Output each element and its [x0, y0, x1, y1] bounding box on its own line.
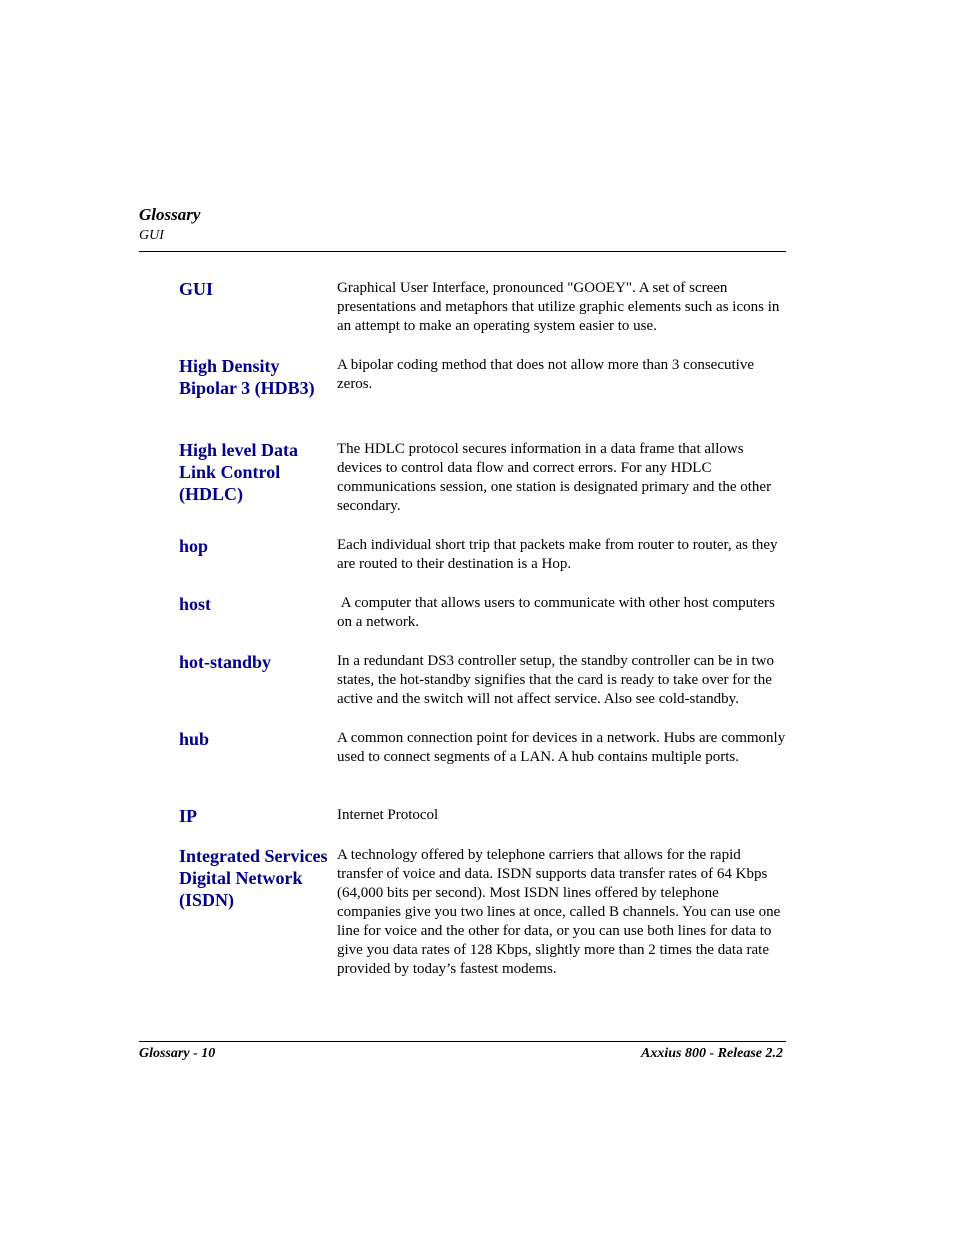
document-title: Axxius 800 - Release 2.2	[641, 1046, 783, 1061]
glossary-entry	[179, 805, 786, 845]
glossary-term: host	[179, 594, 212, 614]
glossary-definition: Each individual short trip that packets make from router to router, as they are routed to their destination is a Hop.	[337, 537, 778, 572]
glossary-term: hub	[179, 729, 210, 749]
glossary-definition: The HDLC protocol secures information in a data frame that allows devices to control data flow and correct errors. For any HDLC communications session, one station is designated primary and the other secondary.	[337, 441, 772, 514]
page-header	[139, 205, 786, 245]
glossary-entry	[179, 651, 786, 728]
glossary-entries	[179, 278, 786, 1005]
glossary-entry	[179, 728, 786, 805]
glossary-term: Integrated Services Digital Network (ISDN)	[179, 846, 328, 910]
glossary-term: GUI	[179, 279, 214, 299]
glossary-definition: Graphical User Interface, pronounced "GOOEY". A set of screen presentations and metaphors that utilize graphic elements such as icons in an attempt to make an operating system easier to use.	[337, 280, 780, 334]
glossary-entry	[179, 845, 786, 1005]
glossary-term: hop	[179, 536, 209, 556]
glossary-entry	[179, 593, 786, 651]
section-title: Glossary	[139, 205, 201, 224]
glossary-definition: A common connection point for devices in a network. Hubs are commonly used to connect segments of a LAN. A hub contains multiple ports.	[337, 730, 786, 765]
glossary-entry	[179, 535, 786, 593]
page-footer	[139, 1045, 783, 1063]
glossary-definition: A computer that allows users to communicate with other host computers on a network.	[337, 595, 779, 630]
glossary-definition: In a redundant DS3 controller setup, the standby controller can be in two states, the hot-standby signifies that the card is ready to take over for the active and the switch will not affect service. Also see cold-standby.	[337, 653, 774, 707]
running-head-term: GUI	[139, 228, 164, 243]
header-divider	[139, 251, 786, 252]
glossary-definition: A bipolar coding method that does not allow more than 3 consecutive zeros.	[337, 357, 754, 392]
glossary-term: High Density Bipolar 3 (HDB3)	[179, 356, 315, 398]
page-number: Glossary - 10	[139, 1046, 216, 1061]
glossary-entry	[179, 278, 786, 355]
glossary-term: High level Data Link Control (HDLC)	[179, 440, 298, 504]
glossary-term: hot-standby	[179, 652, 272, 672]
glossary-term: IP	[179, 806, 197, 826]
glossary-definition: Internet Protocol	[337, 807, 439, 823]
glossary-definition: A technology offered by telephone carriers that allows for the rapid transfer of voice and data. ISDN supports data transfer rates of 64 Kbps (64,000 bits per second). Most ISDN lines offered by telephone companies give you two lines at once, called B channels. You can use one line for voice and the other for data, or you can use both lines for data to give you data rates of 128 Kbps, slightly more than 2 times the data rate provided by today’s fastest modems.	[337, 847, 781, 977]
glossary-entry	[179, 439, 786, 535]
glossary-entry	[179, 355, 786, 439]
footer-divider	[139, 1041, 786, 1042]
